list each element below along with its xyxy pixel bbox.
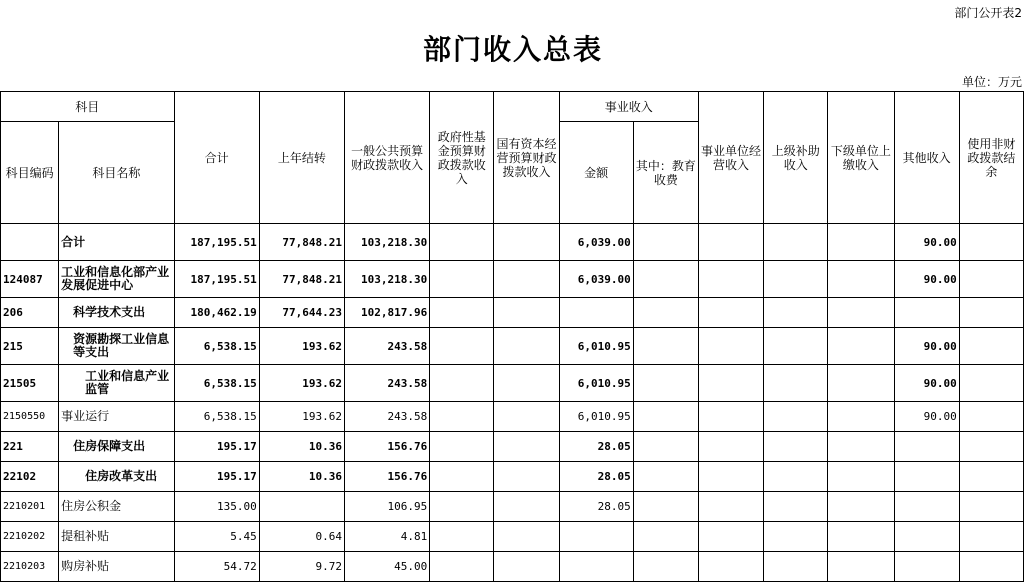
cell-career-edu [633,224,698,261]
cell-non-fiscal [959,224,1023,261]
cell-superior-subsidy [764,298,828,328]
cell-other-income: 90.00 [894,402,959,432]
cell-non-fiscal [959,552,1023,582]
header-non-fiscal: 使用非财政拨款结余 [959,92,1023,224]
cell-total: 195.17 [174,432,259,462]
header-general-budget: 一般公共预算财政拨款收入 [344,92,429,224]
cell-subordinate-payment [828,224,894,261]
cell-career-edu [633,365,698,402]
cell-total: 6,538.15 [174,328,259,365]
cell-non-fiscal [959,492,1023,522]
cell-name: 资源勘探工业信息等支出 [59,328,174,365]
table-row [1,402,1024,432]
cell-gov-fund [430,552,494,582]
header-subject: 科目 [1,92,175,122]
header-name: 科目名称 [59,122,174,224]
cell-career-edu [633,328,698,365]
header-code: 科目编码 [1,122,59,224]
cell-career-amount [559,298,633,328]
cell-general-budget: 102,817.96 [344,298,429,328]
cell-unit-business [698,402,763,432]
cell-total: 54.72 [174,552,259,582]
cell-superior-subsidy [764,522,828,552]
cell-career-amount: 6,039.00 [559,224,633,261]
cell-gov-fund [430,365,494,402]
cell-career-amount: 6,010.95 [559,402,633,432]
cell-other-income [894,552,959,582]
table-row [1,432,1024,462]
table-row [1,462,1024,492]
cell-other-income: 90.00 [894,365,959,402]
cell-total: 135.00 [174,492,259,522]
cell-total: 195.17 [174,462,259,492]
cell-state-capital [494,261,559,298]
cell-state-capital [494,328,559,365]
cell-name: 工业和信息产业监管 [59,365,174,402]
cell-state-capital [494,365,559,402]
cell-name: 购房补贴 [59,552,174,582]
table-row [1,522,1024,552]
table-row [1,261,1024,298]
cell-unit-business [698,224,763,261]
cell-other-income [894,432,959,462]
cell-prev-carry: 77,644.23 [259,298,344,328]
cell-state-capital [494,552,559,582]
table-row [1,328,1024,365]
cell-career-edu [633,522,698,552]
cell-career-amount [559,522,633,552]
cell-career-amount: 28.05 [559,492,633,522]
cell-code: 124087 [1,261,59,298]
cell-general-budget: 243.58 [344,402,429,432]
cell-total: 6,538.15 [174,402,259,432]
table-row [1,365,1024,402]
cell-superior-subsidy [764,402,828,432]
cell-career-edu [633,462,698,492]
cell-name: 提租补贴 [59,522,174,552]
cell-career-edu [633,402,698,432]
cell-non-fiscal [959,328,1023,365]
cell-non-fiscal [959,402,1023,432]
cell-general-budget: 156.76 [344,432,429,462]
cell-superior-subsidy [764,328,828,365]
cell-gov-fund [430,402,494,432]
cell-gov-fund [430,492,494,522]
cell-name: 住房改革支出 [59,462,174,492]
cell-superior-subsidy [764,224,828,261]
cell-career-amount: 6,010.95 [559,365,633,402]
cell-gov-fund [430,432,494,462]
cell-code: 21505 [1,365,59,402]
cell-state-capital [494,492,559,522]
cell-other-income [894,522,959,552]
cell-non-fiscal [959,432,1023,462]
table-row [1,224,1024,261]
header-career-amount: 金额 [559,122,633,224]
cell-code: 215 [1,328,59,365]
table-row [1,552,1024,582]
cell-state-capital [494,522,559,552]
cell-non-fiscal [959,365,1023,402]
cell-general-budget: 103,218.30 [344,261,429,298]
cell-career-amount: 28.05 [559,432,633,462]
cell-career-edu [633,492,698,522]
cell-non-fiscal [959,522,1023,552]
cell-name: 住房保障支出 [59,432,174,462]
header-prev-carry: 上年结转 [259,92,344,224]
header-career-income: 事业收入 [559,92,698,122]
table-body [1,224,1024,582]
cell-career-amount: 6,010.95 [559,328,633,365]
cell-subordinate-payment [828,432,894,462]
cell-total: 187,195.51 [174,261,259,298]
cell-state-capital [494,432,559,462]
cell-prev-carry: 10.36 [259,462,344,492]
cell-other-income [894,298,959,328]
cell-career-amount: 28.05 [559,462,633,492]
cell-other-income: 90.00 [894,328,959,365]
header-unit-business: 事业单位经营收入 [698,92,763,224]
cell-subordinate-payment [828,552,894,582]
cell-unit-business [698,462,763,492]
header-subordinate-payment: 下级单位上缴收入 [828,92,894,224]
cell-gov-fund [430,328,494,365]
cell-code: 22102 [1,462,59,492]
cell-code [1,224,59,261]
cell-code: 2210201 [1,492,59,522]
cell-prev-carry [259,492,344,522]
cell-code: 2210203 [1,552,59,582]
cell-non-fiscal [959,298,1023,328]
cell-prev-carry: 193.62 [259,365,344,402]
header-other-income: 其他收入 [894,92,959,224]
cell-name: 工业和信息化部产业发展促进中心 [59,261,174,298]
cell-subordinate-payment [828,298,894,328]
cell-name: 科学技术支出 [59,298,174,328]
cell-unit-business [698,492,763,522]
header-state-capital: 国有资本经营预算财政拨款收入 [494,92,559,224]
cell-unit-business [698,552,763,582]
cell-superior-subsidy [764,261,828,298]
cell-unit-business [698,261,763,298]
cell-total: 180,462.19 [174,298,259,328]
cell-total: 187,195.51 [174,224,259,261]
cell-code: 206 [1,298,59,328]
cell-prev-carry: 77,848.21 [259,261,344,298]
cell-general-budget: 106.95 [344,492,429,522]
cell-prev-carry: 0.64 [259,522,344,552]
cell-total: 6,538.15 [174,365,259,402]
cell-state-capital [494,298,559,328]
cell-state-capital [494,402,559,432]
cell-gov-fund [430,261,494,298]
cell-subordinate-payment [828,402,894,432]
cell-non-fiscal [959,261,1023,298]
cell-prev-carry: 193.62 [259,328,344,365]
cell-general-budget: 103,218.30 [344,224,429,261]
header-total: 合计 [174,92,259,224]
header-superior-subsidy: 上级补助收入 [764,92,828,224]
cell-superior-subsidy [764,492,828,522]
cell-state-capital [494,224,559,261]
cell-unit-business [698,328,763,365]
cell-unit-business [698,432,763,462]
cell-unit-business [698,298,763,328]
cell-name: 合计 [59,224,174,261]
cell-subordinate-payment [828,365,894,402]
cell-gov-fund [430,522,494,552]
form-number: 部门公开表2 [954,6,1022,20]
cell-prev-carry: 10.36 [259,432,344,462]
cell-prev-carry: 9.72 [259,552,344,582]
cell-career-amount: 6,039.00 [559,261,633,298]
cell-career-edu [633,298,698,328]
cell-other-income [894,492,959,522]
cell-code: 2210202 [1,522,59,552]
cell-unit-business [698,522,763,552]
cell-superior-subsidy [764,432,828,462]
cell-subordinate-payment [828,462,894,492]
cell-name: 事业运行 [59,402,174,432]
cell-general-budget: 45.00 [344,552,429,582]
cell-subordinate-payment [828,328,894,365]
income-table [0,91,1024,582]
cell-subordinate-payment [828,261,894,298]
cell-unit-business [698,365,763,402]
cell-gov-fund [430,298,494,328]
cell-prev-carry: 193.62 [259,402,344,432]
table-row [1,492,1024,522]
cell-other-income: 90.00 [894,224,959,261]
cell-general-budget: 243.58 [344,365,429,402]
cell-prev-carry: 77,848.21 [259,224,344,261]
table-row [1,298,1024,328]
cell-non-fiscal [959,462,1023,492]
cell-gov-fund [430,224,494,261]
page-title: 部门收入总表 [422,33,603,66]
cell-career-edu [633,261,698,298]
cell-code: 221 [1,432,59,462]
unit-label: 单位：万元 [961,75,1022,89]
cell-career-edu [633,432,698,462]
cell-subordinate-payment [828,522,894,552]
cell-superior-subsidy [764,552,828,582]
cell-career-amount [559,552,633,582]
cell-general-budget: 156.76 [344,462,429,492]
cell-subordinate-payment [828,492,894,522]
cell-code: 2150550 [1,402,59,432]
cell-career-edu [633,552,698,582]
header-gov-fund: 政府性基金预算财政拨款收入 [430,92,494,224]
cell-superior-subsidy [764,365,828,402]
cell-name: 住房公积金 [59,492,174,522]
cell-general-budget: 4.81 [344,522,429,552]
cell-state-capital [494,462,559,492]
cell-gov-fund [430,462,494,492]
cell-superior-subsidy [764,462,828,492]
cell-other-income: 90.00 [894,261,959,298]
cell-general-budget: 243.58 [344,328,429,365]
cell-total: 5.45 [174,522,259,552]
cell-other-income [894,462,959,492]
header-career-edu: 其中：教育收费 [633,122,698,224]
